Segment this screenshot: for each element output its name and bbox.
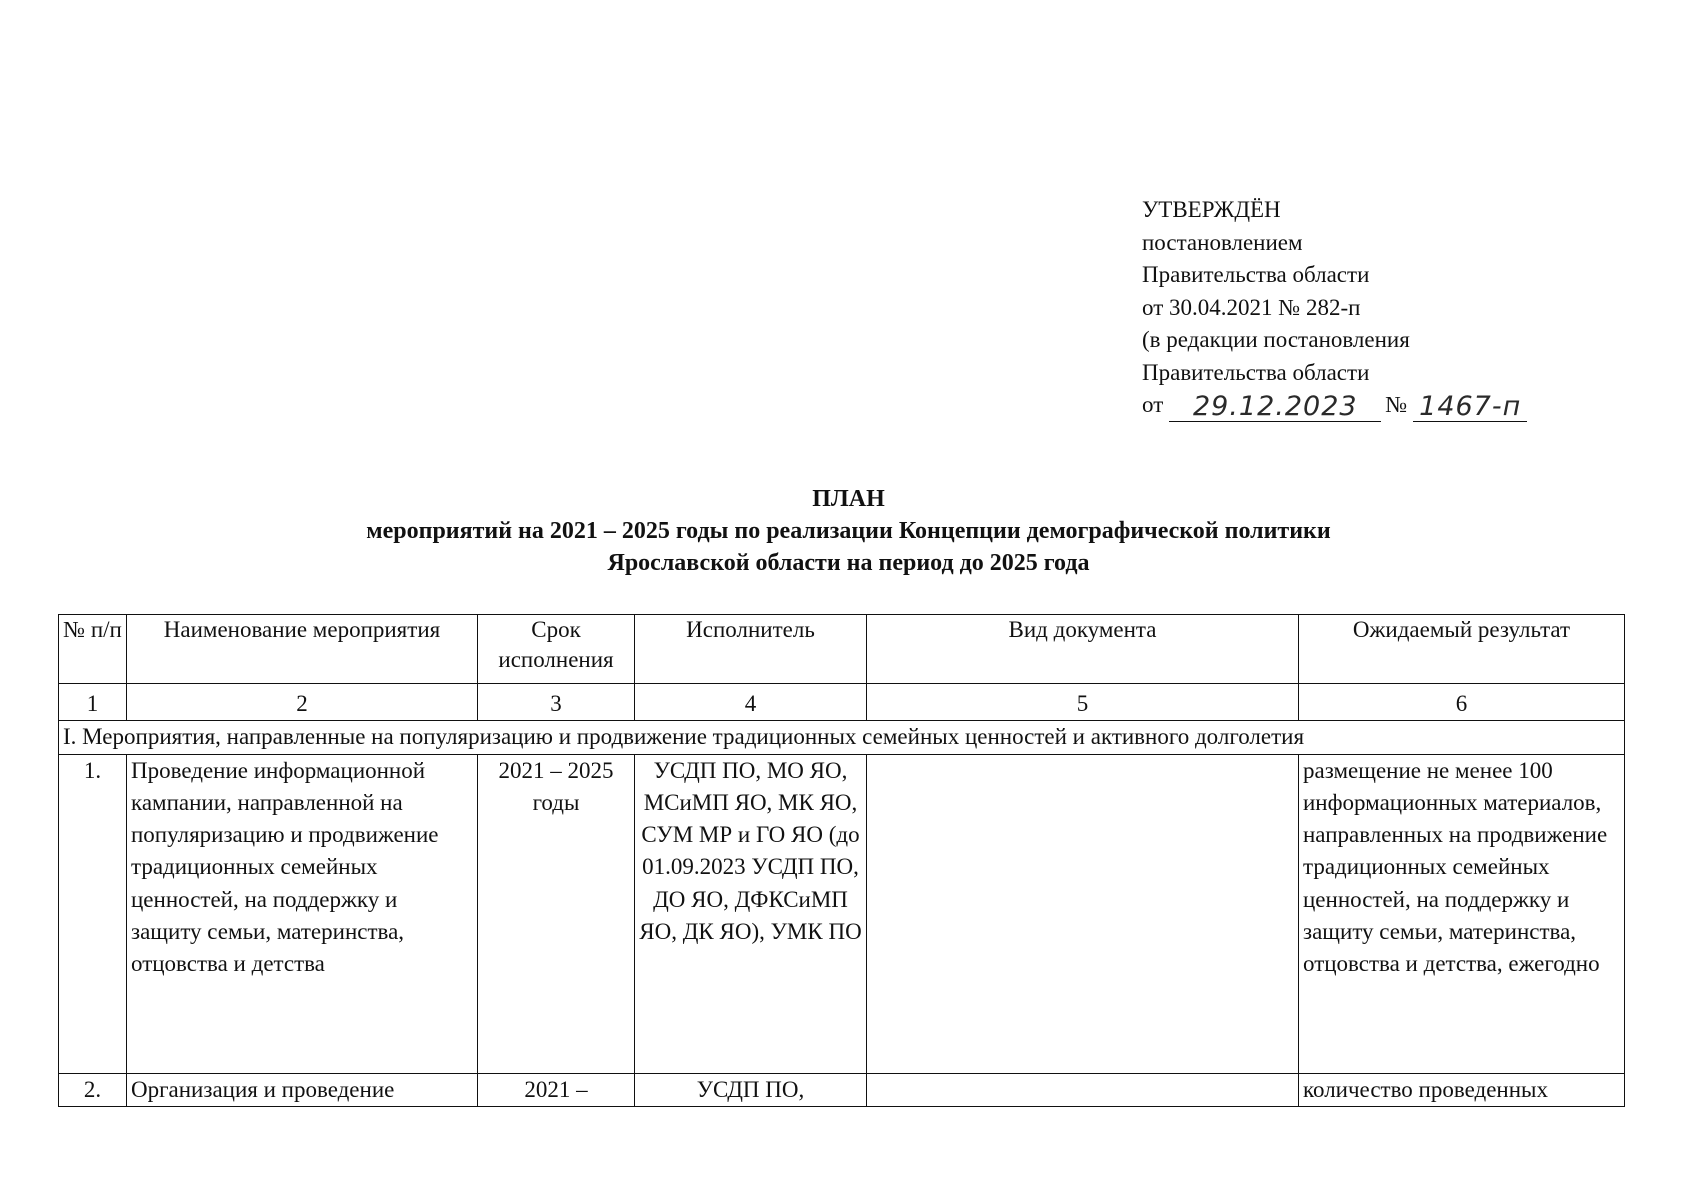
row-result: количество проведенных [1299, 1073, 1625, 1106]
table-row [59, 754, 1625, 1073]
section-title: I. Мероприятия, направленные на популяризацию и продвижение традиционных семейных ценностей и активного долголетия [59, 721, 1625, 754]
row-executor: УСДП ПО, [635, 1073, 867, 1106]
header-number: № п/п [59, 615, 127, 684]
column-number: 3 [478, 684, 635, 721]
column-number: 4 [635, 684, 867, 721]
column-number-row [59, 684, 1625, 721]
title-line-3: Ярославской области на период до 2025 года [607, 550, 1090, 576]
row-result: размещение не менее 100 информационных материалов, направленных на продвижение традиционных семейных ценностей, на поддержку и защиту семьи, материнства, отцовства и детства, ежегодно [1299, 754, 1625, 1073]
column-number: 2 [127, 684, 478, 721]
approval-line: Правительства области [1142, 262, 1370, 287]
header-result: Ожидаемый результат [1299, 615, 1625, 684]
title-line-2: мероприятий на 2021 – 2025 годы по реализации Концепции демографической политики [366, 518, 1331, 544]
column-number: 5 [867, 684, 1299, 721]
plan-table [58, 614, 1625, 1107]
header-term: Срок исполнения [478, 615, 635, 684]
document-title [0, 483, 1697, 579]
sign-prefix: от [1142, 392, 1164, 417]
table-row [59, 1073, 1625, 1106]
column-number: 6 [1299, 684, 1625, 721]
row-document [867, 754, 1299, 1073]
row-number: 1. [59, 754, 127, 1073]
header-executor: Исполнитель [635, 615, 867, 684]
approval-line: постановлением [1142, 229, 1303, 255]
row-executor: УСДП ПО, МО ЯО, МСиМП ЯО, МК ЯО, СУМ МР и ГО ЯО (до 01.09.2023 УСДП ПО, ДО ЯО, ДФКСиМП ЯО, ДК ЯО), УМК ПО [635, 754, 867, 1073]
row-term: 2021 – [478, 1073, 635, 1106]
row-term: 2021 – 2025 годы [478, 754, 635, 1073]
header-name: Наименование мероприятия [127, 615, 478, 684]
approval-block [1142, 194, 1531, 422]
table-header-row [59, 615, 1625, 684]
approval-line: (в редакции постановления [1142, 327, 1410, 352]
row-name: Организация и проведение [127, 1073, 478, 1106]
title-line-1: ПЛАН [812, 486, 885, 512]
section-row [59, 721, 1625, 754]
row-name: Проведение информационной кампании, направленной на популяризацию и продвижение традиционных семейных ценностей, на поддержку и защиту семьи, материнства, отцовства и детства [127, 754, 478, 1073]
row-document [867, 1073, 1299, 1106]
row-number: 2. [59, 1073, 127, 1106]
approval-line: от 30.04.2021 № 282-п [1142, 294, 1361, 320]
approval-line: Правительства области [1142, 359, 1370, 385]
handwritten-number: 1467-п [1413, 393, 1527, 422]
approval-line: УТВЕРЖДЁН [1142, 197, 1281, 222]
signature-line [1142, 389, 1531, 422]
column-number: 1 [59, 684, 127, 721]
sign-number-label: № [1385, 392, 1408, 417]
header-document: Вид документа [867, 615, 1299, 684]
handwritten-date: 29.12.2023 [1169, 393, 1381, 422]
